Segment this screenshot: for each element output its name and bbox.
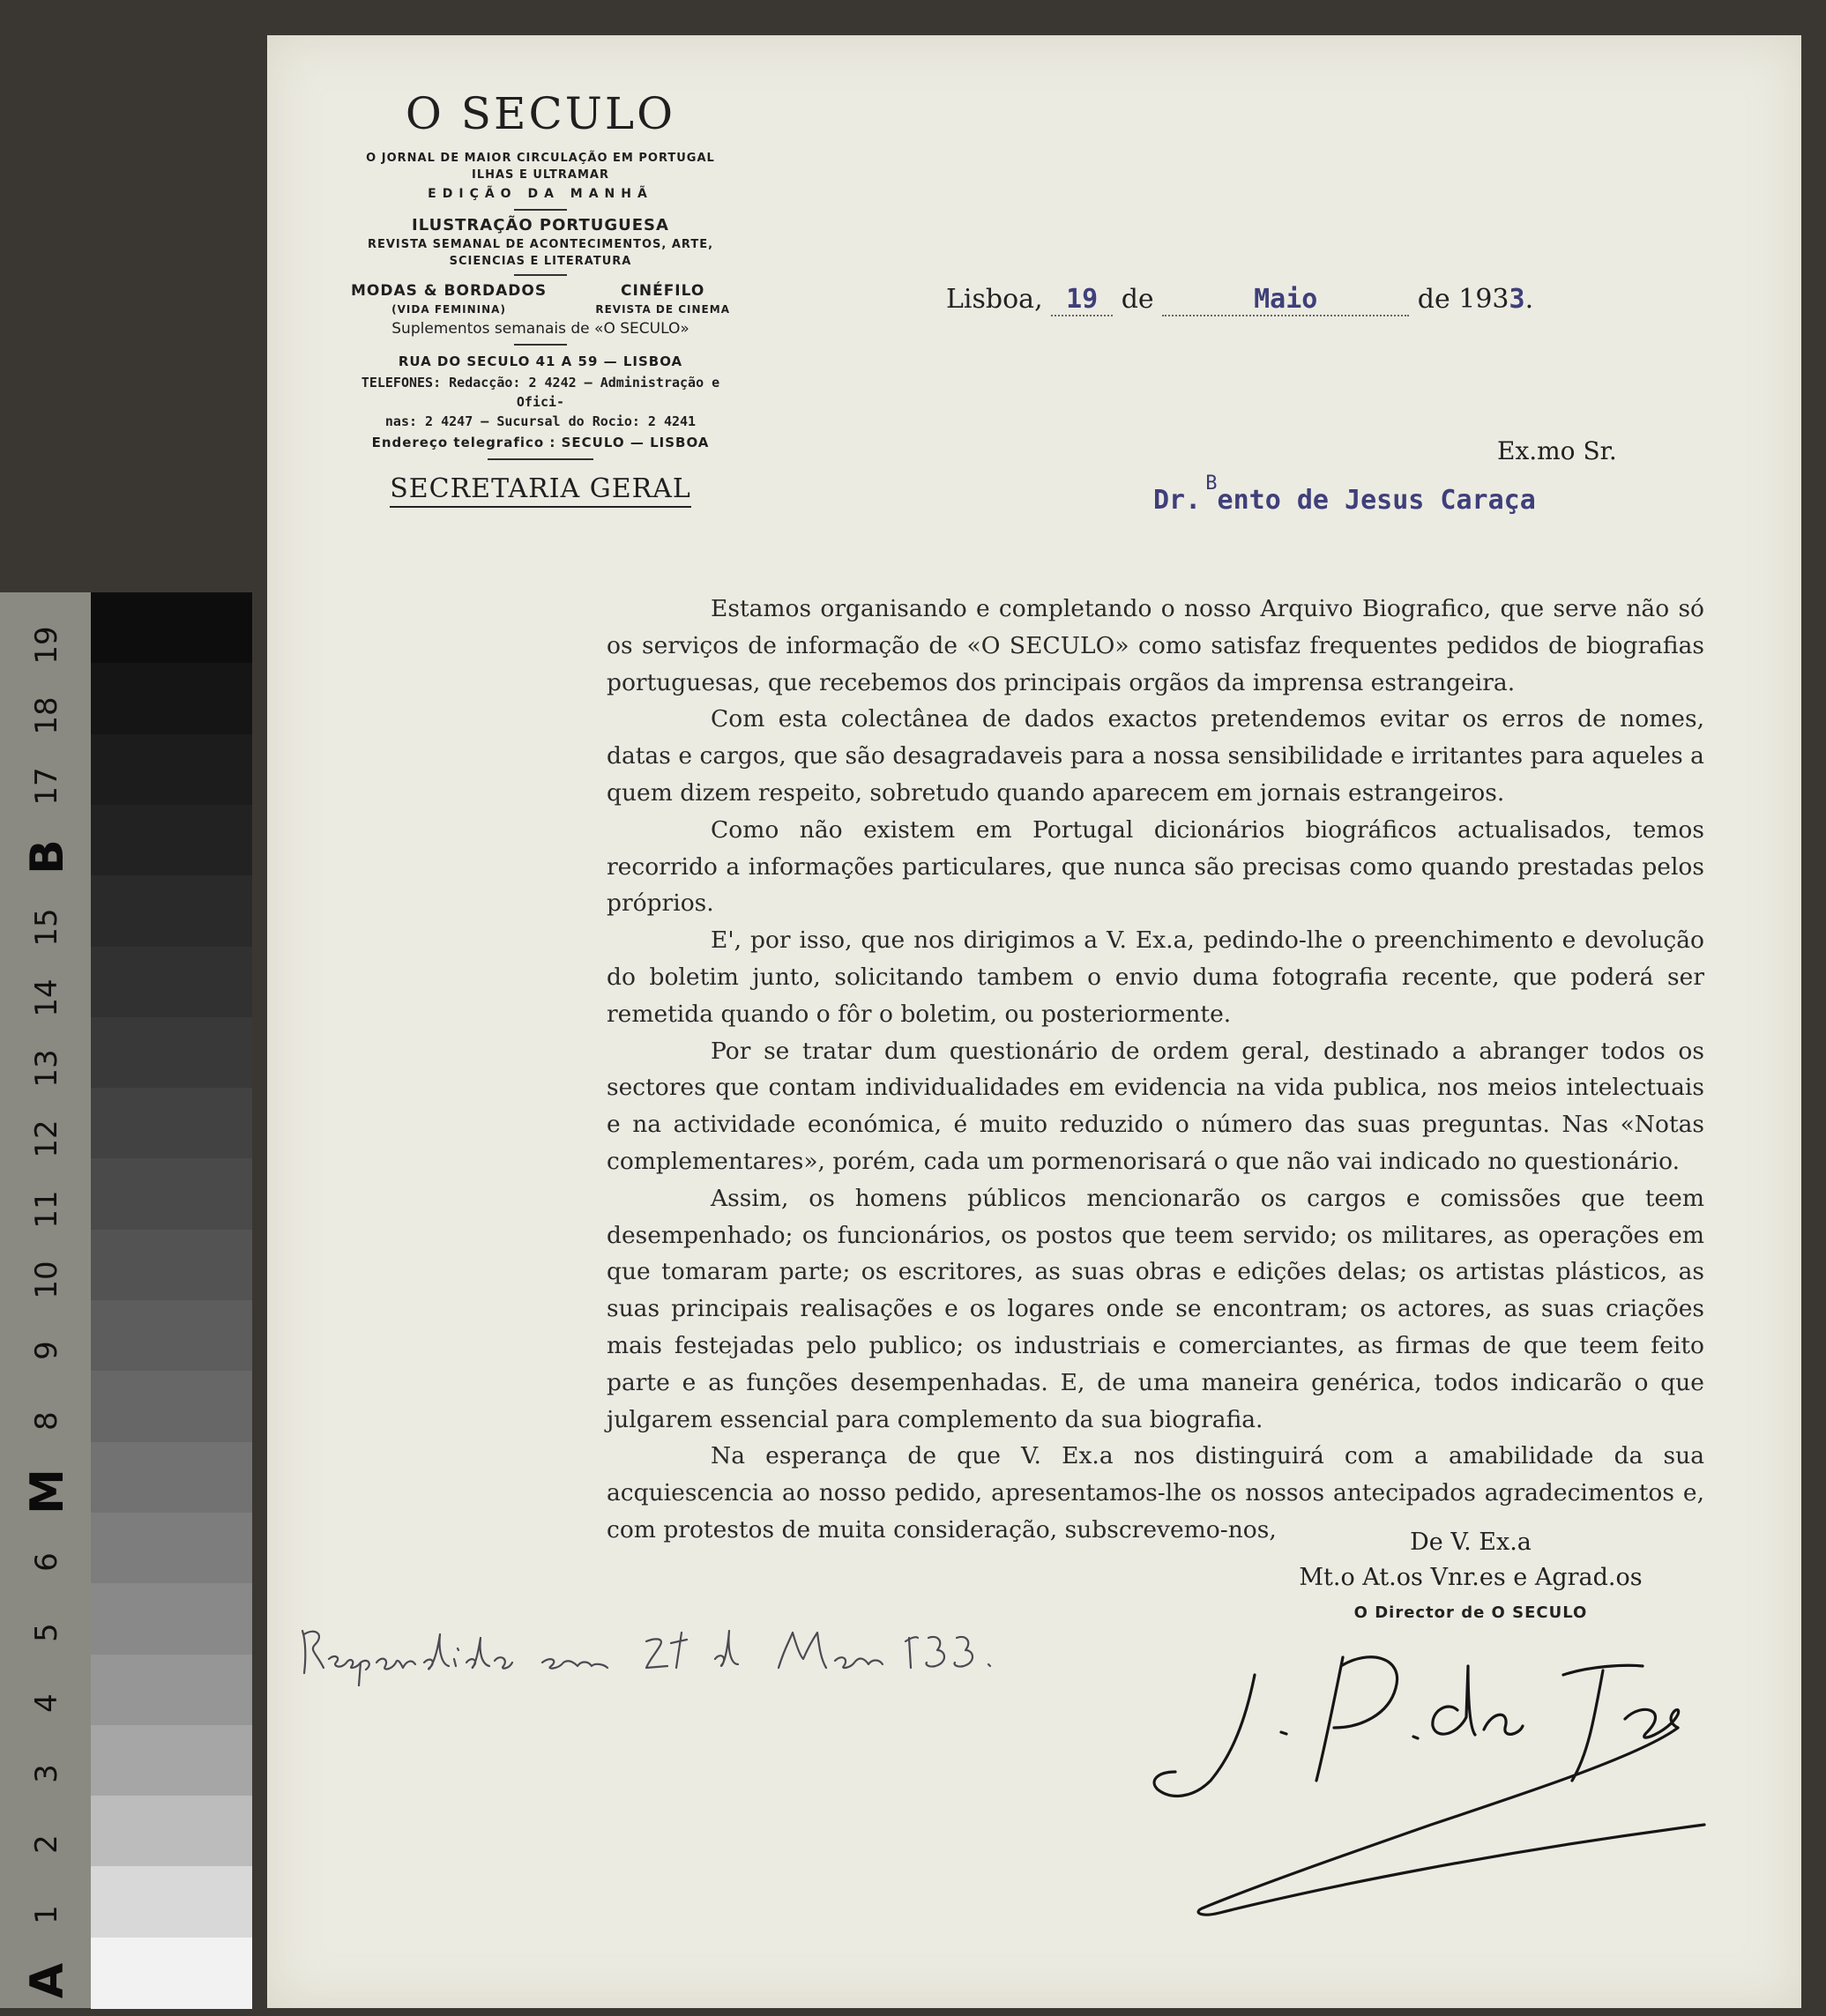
magazine-description: REVISTA SEMANAL DE ACONTECIMENTOS, ARTE, [367,238,714,251]
scale-label: 8 [29,1411,64,1431]
closing-line: Mt.o At.os Vnr.es e Agrad.os [1299,1564,1643,1591]
scale-label: 13 [29,1049,64,1088]
telegraph-address: Endereço telegrafico : SECULO — LISBOA [371,435,710,450]
recipient-prefix: Dr. [1153,485,1202,516]
scale-label: 6 [29,1552,64,1572]
grey-patch [91,1725,252,1797]
paragraph: Na esperança de que V. Ex.a nos distinguirá com a amabilidade da sua acquiescencia ao nosso pedido, apresentamos-lhe os nossos antecipados agradecimentos e, com protestos de muita consideração, subscrevemo-nos, [607,1442,1704,1544]
grey-patch [91,1655,252,1726]
divider [514,209,567,211]
scale-label: 12 [29,1120,64,1158]
phones: TELEFONES: Redacção: 2 4242 — Administração e Ofici- [361,375,720,410]
scale-label: 17 [29,767,64,806]
modas-title: MODAS & BORDADOS [351,282,548,300]
handwritten-note [294,1615,1017,1694]
tagline: O JORNAL DE MAIOR CIRCULAÇÃO EM PORTUGAL [366,152,715,165]
date-de: de [1121,284,1154,315]
scale-letter-b: B [21,839,74,874]
signature [1149,1648,1713,1930]
color-scale-strip [0,592,252,2008]
grey-patch [91,1866,252,1938]
magazine-name: ILUSTRAÇÃO PORTUGUESA [412,216,669,234]
closing-line: De V. Ex.a [1410,1529,1532,1556]
dateline [946,284,1533,316]
recipient-correction: B [1205,472,1218,495]
grey-patches [91,592,252,2008]
grey-patch [91,875,252,947]
supplements-row [351,280,730,318]
director-line: O Director de O SECULO [1353,1603,1588,1622]
newspaper-title: O SECULO [405,88,676,139]
modas-subtitle: (VIDA FEMININA) [391,303,506,316]
date-year-prefix: de 193 [1417,284,1509,315]
date-city: Lisboa, [946,284,1043,315]
grey-patch [91,1158,252,1230]
paragraph: E', por isso, que nos dirigimos a V. Ex.a, pedindo-lhe o preenchimento e devolução do boletim junto, solicitando tambem o envio duma fotografia recente, que poderá ser remetida quando o fôr o boletim, ou posteriormente. [607,926,1704,1028]
letterhead [351,88,730,508]
cinefilo-title: CINÉFILO [621,282,705,300]
grey-patch [91,805,252,876]
tagline: ILHAS E ULTRAMAR [472,168,609,182]
grey-patch [91,1017,252,1089]
grey-patch [91,1300,252,1372]
grey-patch [91,1442,252,1514]
grey-patch [91,1938,252,2009]
letter-body [607,591,1704,1549]
magazine-description: SCIENCIAS E LITERATURA [449,255,632,268]
closing-block [1272,1525,1669,1631]
recipient [1153,472,1536,516]
grey-patch [91,1583,252,1655]
grey-patch [91,734,252,806]
scale-label: 1 [29,1905,64,1924]
grey-patch [91,1371,252,1442]
paragraph: Assim, os homens públicos mencionarão os cargos e comissões que teem desempenhado; os funcionários, os postos que teem servido; os militares, as operações em que tomaram parte; os escritores, as suas obras e edições delas; os artistas plásticos, as suas principais realisações e os logares onde se encontram; os actores, as suas criações mais festejadas pelo publico; os industriais e comerciantes, as firmas de que teem feito parte e as funções desempenhadas. E, de uma maneira genérica, todos indicarão o que julgarem essencial para complemento da sua biografia. [607,1184,1704,1433]
phones: nas: 2 4247 — Sucursal do Rocio: 2 4241 [384,413,697,429]
supplements-note: Suplementos semanais de «O SECULO» [391,320,689,338]
address: RUA DO SECULO 41 A 59 — LISBOA [398,353,683,369]
date-month: Maio [1254,284,1318,315]
scale-label: 10 [29,1261,64,1299]
paragraph: Por se tratar dum questionário de ordem geral, destinado a abranger todos os sectores que contam individualidades em evidencia na vida publica, nos meios intelectuais e na actividade económica, é muito reduzido o número das suas preguntas. Nas «Notas complementares», porém, cada um pormenorisará o que não vai indicado no questionário. [607,1037,1704,1175]
scale-letter-a: A [21,1962,74,1999]
grey-patch [91,663,252,734]
grey-patch [91,592,252,664]
grey-patch [91,1796,252,1867]
salutation: Ex.mo Sr. [1497,436,1617,465]
scale-label: 18 [29,696,64,735]
divider [514,344,567,346]
paragraph: Com esta colectânea de dados exactos pretendemos evitar os erros de nomes, datas e cargos, que são desagradaveis para a nossa sensibilidade e irritantes para aqueles a quem dizem respeito, sobretudo quando aparecem em jornais estrangeiros. [607,705,1704,807]
grey-patch [91,1513,252,1584]
paragraph: Como não existem em Portugal dicionários biográficos actualisados, temos recorrido a informações particulares, que nunca são precisas como quando prestadas pelos próprios. [607,815,1704,918]
grey-patch [91,1230,252,1301]
scale-label: 11 [29,1190,64,1229]
grey-patch [91,1088,252,1159]
scale-label: 4 [29,1693,64,1713]
cinefilo-subtitle: REVISTA DE CINEMA [595,303,730,316]
date-day: 19 [1066,284,1099,315]
scale-numbers [0,592,91,2008]
scale-label: 14 [29,978,64,1017]
scale-label: 3 [29,1764,64,1783]
edition-label: EDIÇÃO DA MANHÃ [428,187,653,201]
paragraph: Estamos organisando e completando o nosso Arquivo Biografico, que serve não só os serviços de informação de «O SECULO» como satisfaz frequentes pedidos de biografias portuguesas, que recebemos dos principais orgãos da imprensa estrangeira. [607,595,1704,696]
scale-label: 5 [29,1623,64,1642]
recipient-name: ento de Jesus Caraça [1217,485,1536,516]
grey-patch [91,947,252,1018]
date-end: . [1524,284,1534,315]
scale-label: 19 [29,626,64,665]
scale-letter-m: M [21,1469,74,1514]
divider [514,274,567,276]
letter-sheet [267,35,1801,2008]
date-year-digit: 3 [1509,284,1525,315]
department: SECRETARIA GERAL [390,473,691,508]
divider [488,458,593,460]
scale-label: 2 [29,1834,64,1854]
scale-label: 15 [29,908,64,947]
scale-label: 9 [29,1341,64,1360]
